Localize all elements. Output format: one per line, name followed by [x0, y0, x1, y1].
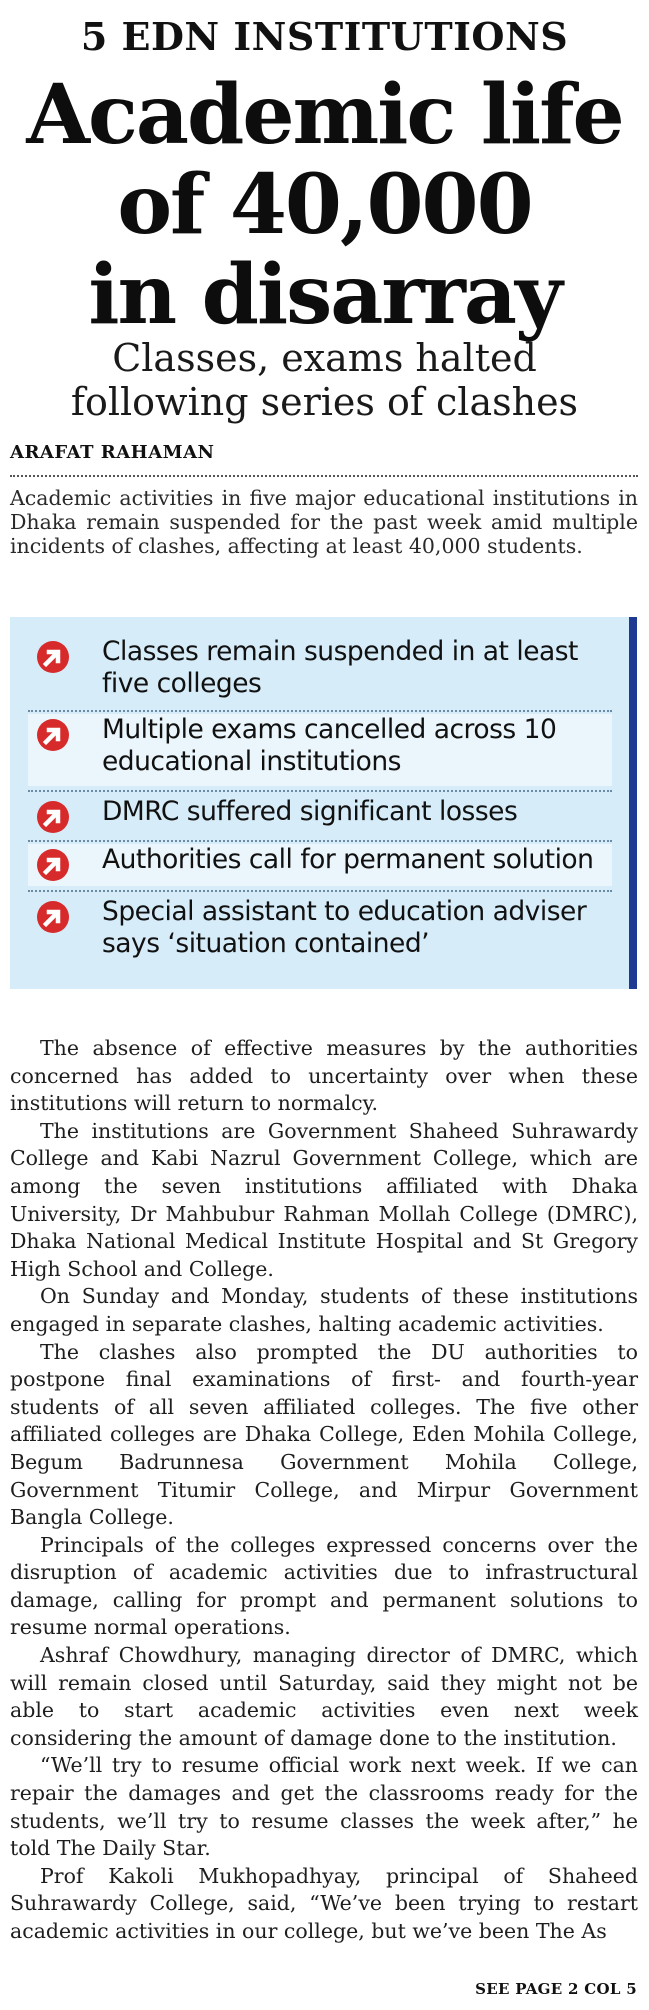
- headline: [0, 67, 649, 343]
- highlight-item: [28, 636, 612, 706]
- red-circle-arrow-icon: [36, 848, 70, 882]
- highlight-text: Multiple exams cancelled across 10 educational institutions: [102, 714, 557, 777]
- body-paragraph: Prof Kakoli Mukhopadhyay, principal of Shaheed Suhrawardy College, said, “We’ve been trying to restart academic activities in our college, but we’ve been The As: [10, 1863, 638, 1943]
- highlight-item: [28, 844, 612, 886]
- body-paragraph: Ashraf Chowdhury, managing director of DMRC, which will remain closed until Saturday, said they might not be able to start academic activities even next week considering the amount of damage done to the institution.: [10, 1643, 638, 1750]
- highlights-accent-bar: [629, 617, 637, 989]
- body-paragraph: “We’ll try to resume official work next week. If we can repair the damages and get the classrooms ready for the students, we’ll try to resume classes the week after,” he told The Daily Star.: [10, 1753, 638, 1861]
- highlight-text: Special assistant to education adviser says ‘situation contained’: [102, 896, 587, 959]
- highlight-divider: [28, 890, 612, 892]
- highlight-divider: [28, 790, 612, 792]
- deck-line: following series of clashes: [70, 380, 579, 424]
- red-circle-arrow-icon: [36, 900, 70, 934]
- headline-line: Academic life: [26, 67, 623, 163]
- byline: ARAFAT RAHAMAN: [10, 442, 215, 463]
- red-circle-arrow-icon: [36, 640, 70, 674]
- highlight-item: [28, 714, 612, 786]
- page-jump-reference: SEE PAGE 2 COL 5: [475, 1980, 637, 1998]
- highlight-divider: [28, 710, 612, 712]
- highlight-text: Classes remain suspended in at least five colleges: [102, 636, 578, 699]
- highlight-item: [28, 896, 612, 966]
- headline-line: of 40,000: [117, 157, 532, 253]
- deck: [0, 336, 649, 424]
- highlight-divider: [28, 840, 612, 842]
- body-paragraph: The absence of effective measures by the authorities concerned has added to uncertainty over when these institutions will return to normalcy.: [10, 1036, 638, 1116]
- highlight-text: Authorities call for permanent solution: [102, 844, 594, 875]
- red-circle-arrow-icon: [36, 718, 70, 752]
- dotted-divider: [10, 475, 638, 477]
- highlight-item: [28, 796, 612, 836]
- lede-paragraph: Academic activities in five major educational institutions in Dhaka remain suspended for the past week amid multiple incidents of clashes, affecting at least 40,000 students.: [10, 486, 638, 558]
- body-paragraph: The institutions are Government Shaheed Suhrawardy College and Kabi Nazrul Government College, which are among the seven institutions affiliated with Dhaka University, Dr Mahbubur Rahman Mollah College (DMRC), Dhaka National Medical Institute Hospital and St Gregory High School and College.: [10, 1118, 638, 1281]
- body-paragraph: The clashes also prompted the DU authorities to postpone final examinations of first- and fourth-year students of all seven affiliated colleges. The five other affiliated colleges are Dhaka College, Eden Mohila College, Begum Badrunnesa Government Mohila College, Government Titumir College, and Mirpur Government Bangla College.: [10, 1339, 638, 1530]
- article-body: [10, 1035, 638, 1946]
- body-paragraph: Principals of the colleges expressed concerns over the disruption of academic activities due to infrastructural damage, calling for prompt and permanent solutions to resume normal operations.: [10, 1532, 638, 1640]
- headline-line: in disarray: [88, 247, 561, 343]
- body-paragraph: On Sunday and Monday, students of these institutions engaged in separate clashes, halting academic activities.: [10, 1284, 638, 1336]
- kicker: 5 EDN INSTITUTIONS: [80, 14, 569, 59]
- deck-line: Classes, exams halted: [112, 336, 537, 380]
- highlight-text: DMRC suffered significant losses: [102, 796, 518, 827]
- red-circle-arrow-icon: [36, 800, 70, 834]
